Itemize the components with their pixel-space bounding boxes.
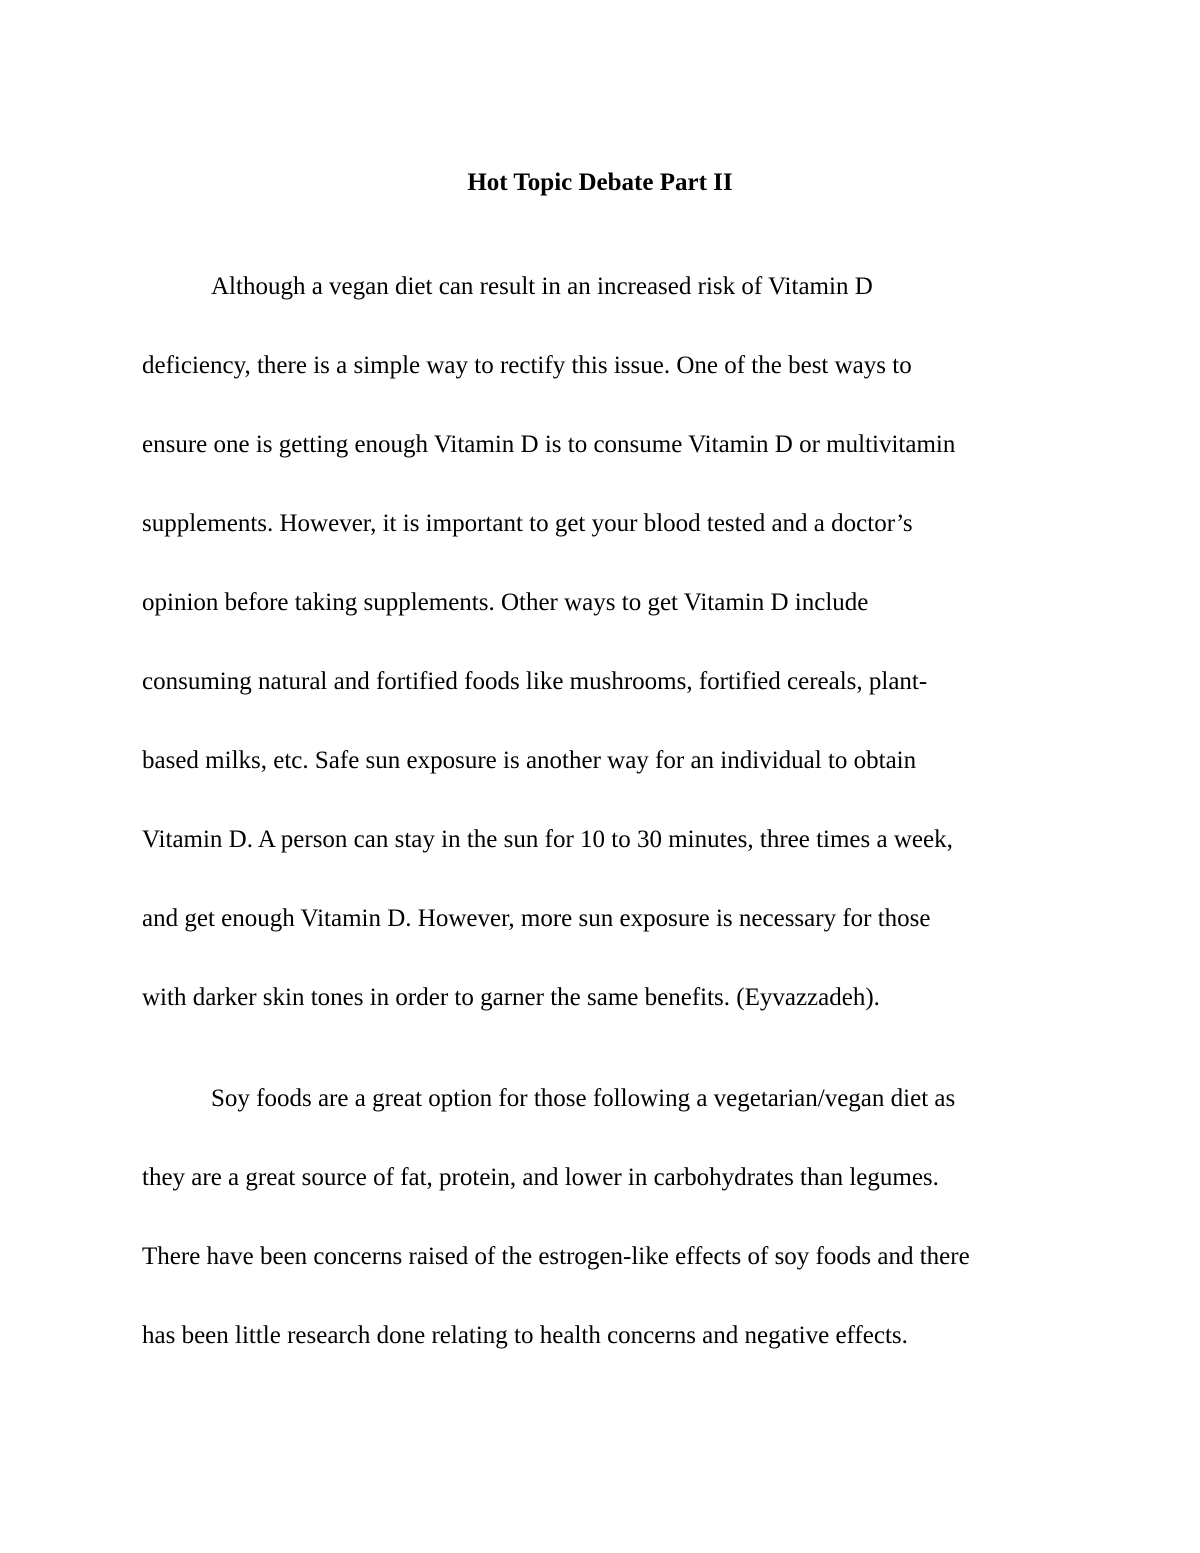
document-title: Hot Topic Debate Part II (467, 169, 733, 196)
paragraph-line: and get enough Vitamin D. However, more sun exposure is necessary for those (142, 905, 931, 932)
paragraph-line: Vitamin D. A person can stay in the sun for 10 to 30 minutes, three times a week, (142, 826, 953, 853)
paragraph-line: deficiency, there is a simple way to rectify this issue. One of the best ways to (142, 352, 912, 379)
paragraph-line: Although a vegan diet can result in an increased risk of Vitamin D (211, 273, 873, 300)
paragraph-line: ensure one is getting enough Vitamin D is to consume Vitamin D or multivitamin (142, 431, 956, 458)
paragraph-line: consuming natural and fortified foods like mushrooms, fortified cereals, plant- (142, 668, 928, 695)
paragraph-line: supplements. However, it is important to get your blood tested and a doctor’s (142, 510, 913, 537)
paragraph-line: has been little research done relating to health concerns and negative effects. (142, 1322, 908, 1349)
paragraph-line: Soy foods are a great option for those following a vegetarian/vegan diet as (211, 1085, 956, 1112)
paragraph-line: opinion before taking supplements. Other ways to get Vitamin D include (142, 589, 869, 616)
paragraph-line: they are a great source of fat, protein, and lower in carbohydrates than legumes. (142, 1164, 939, 1191)
paragraph-line: with darker skin tones in order to garner the same benefits. (Eyvazzadeh). (142, 984, 880, 1011)
paragraph-line: based milks, etc. Safe sun exposure is another way for an individual to obtain (142, 747, 917, 774)
paragraph-line: There have been concerns raised of the estrogen-like effects of soy foods and there (142, 1243, 970, 1270)
